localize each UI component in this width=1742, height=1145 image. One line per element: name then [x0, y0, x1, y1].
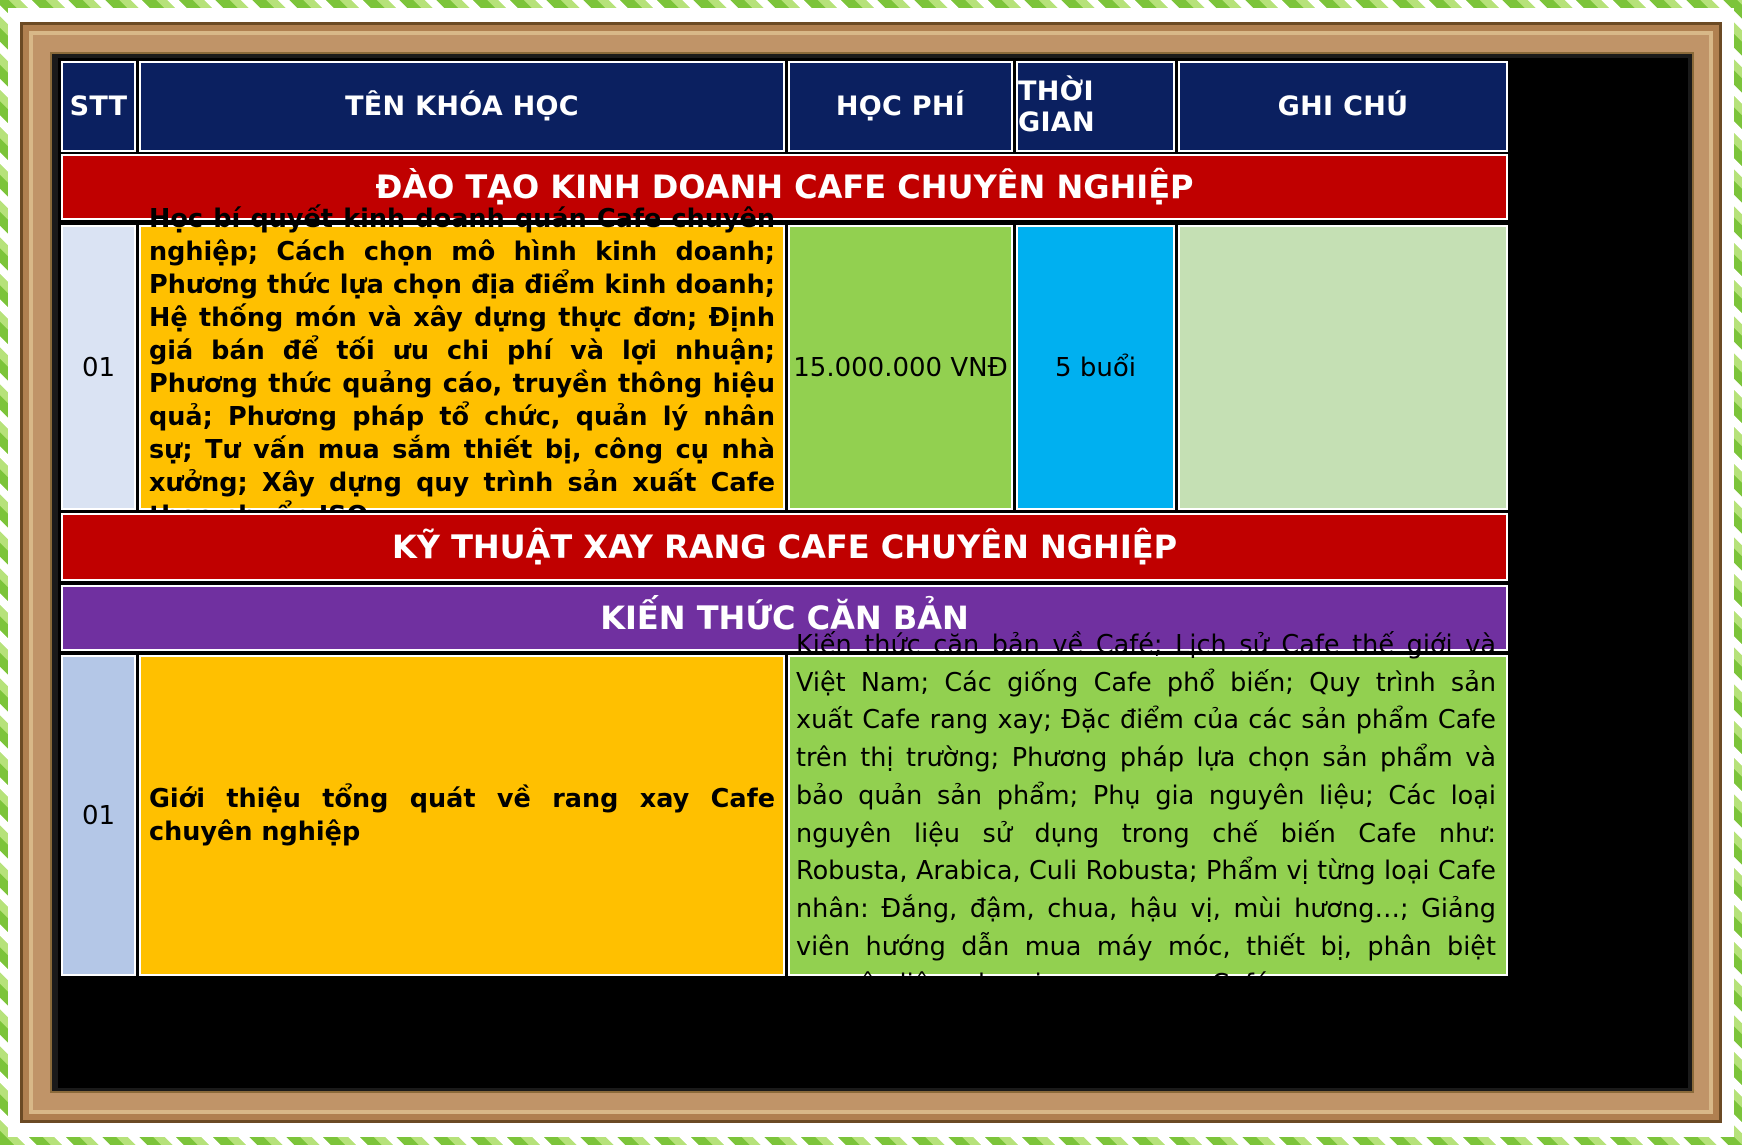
header-stt: STT	[61, 61, 136, 152]
duration-cell: 5 buổi	[1016, 225, 1175, 510]
section-title-business: ĐÀO TẠO KINH DOANH CAFE CHUYÊN NGHIỆP	[61, 154, 1508, 220]
header-fee: HỌC PHÍ	[788, 61, 1013, 152]
header-duration: THỜI GIAN	[1016, 61, 1175, 152]
course-table	[58, 58, 1688, 1088]
section-subtitle-basics: KIẾN THỨC CĂN BẢN	[61, 585, 1508, 651]
course-cell	[139, 203, 785, 510]
header-note: GHI CHÚ	[1178, 61, 1508, 152]
row-stt: 01	[61, 225, 136, 510]
course-title: Giới thiệu tổng quát về rang xay Cafe chuyên nghiệp	[149, 783, 775, 847]
row-stt: 01	[61, 655, 136, 976]
header-course-name: TÊN KHÓA HỌC	[139, 61, 785, 152]
section-title-roasting: KỸ THUẬT XAY RANG CAFE CHUYÊN NGHIỆP	[61, 513, 1508, 581]
course-details: Kiến thức căn bản về Café; Lịch sử Cafe thế giới và Việt Nam; Các giống Cafe phổ biến; Quy trình sản xuất Cafe rang xay; Đặc điểm của các sản phẩm Cafe trên thị trường; Phương pháp lựa chọn sản phẩm và bảo quản sản phẩm; Phụ gia nguyên liệu; Các loại nguyên liệu sử dụng trong chế biến Cafe như: Robusta, Arabica, Culi Robusta; Phẩm vị từng loại Cafe nhân: Đắng, đậm, chua, hậu vị, mùi hương…; Giảng viên hướng dẫn mua máy móc, thiết bị, phân biệt nguyên liệu, phụ gia… rang xay Café.	[796, 629, 1496, 1000]
course-description: Học bí quyết kinh doanh quán Cafe chuyên nghiệp; Cách chọn mô hình kinh doanh; Phương thức lựa chọn địa điểm kinh doanh; Hệ thống món và xây dựng thực đơn; Định giá bán để tối ưu chi phí và lợi nhuận; Phương thức quảng cáo, truyền thông hiệu quả; Phương pháp tổ chức, quản lý nhân sự; Tư vấn mua sắm thiết bị, công cụ nhà xưởng; Xây dựng quy trình sản xuất Cafe	[149, 203, 775, 498]
fee-cell: 15.000.000 VNĐ	[788, 225, 1013, 510]
description-cell	[788, 629, 1508, 1000]
course-cell	[139, 655, 785, 976]
note-cell	[1178, 225, 1508, 510]
